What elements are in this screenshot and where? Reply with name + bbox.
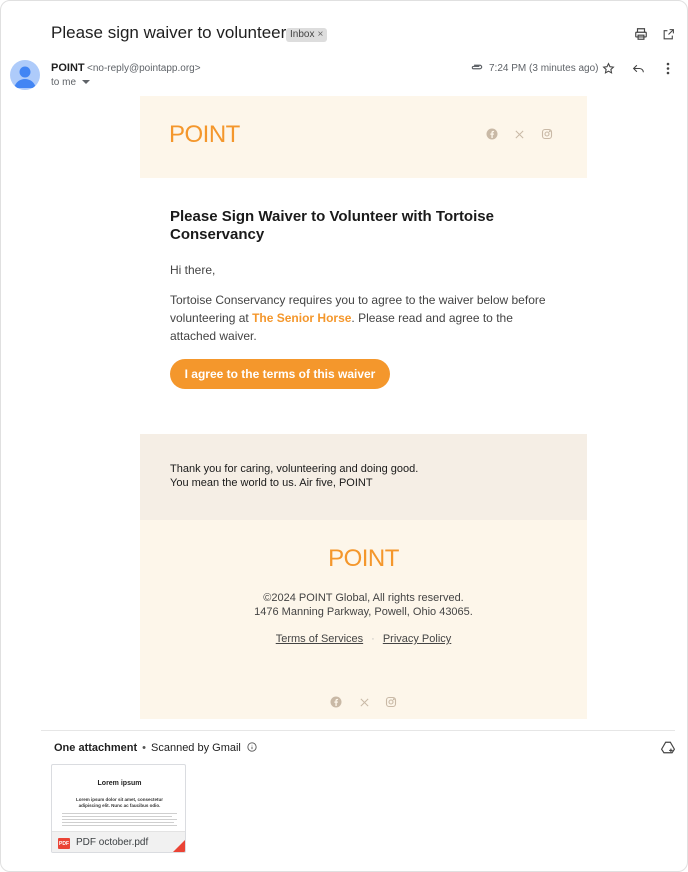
attachment-filename: PDF october.pdf <box>76 837 149 848</box>
point-logo: POINT <box>169 121 240 148</box>
remove-label-icon[interactable]: × <box>317 29 324 40</box>
footer-logo: POINT <box>328 545 399 572</box>
facebook-icon <box>486 128 498 140</box>
instagram-icon <box>541 128 553 140</box>
more-options-button[interactable] <box>657 57 679 79</box>
info-icon[interactable] <box>247 742 257 752</box>
thanks-line-1: Thank you for caring, volunteering and doing good. <box>170 463 419 475</box>
inbox-label-text: Inbox <box>290 29 315 40</box>
link-separator: · <box>371 633 375 645</box>
attachments-header <box>54 742 257 754</box>
agree-waiver-button[interactable]: I agree to the terms of this waiver <box>170 359 390 389</box>
footer-links <box>140 633 587 645</box>
copyright-text: ©2024 POINT Global, All rights reserved. <box>263 592 464 604</box>
preview-text-line <box>62 816 172 817</box>
email-main-section <box>140 178 587 434</box>
attachment-separator: • <box>142 742 146 754</box>
footer-copyright <box>140 591 587 619</box>
sender-email: <no-reply@pointapp.org> <box>87 63 201 74</box>
printer-icon <box>634 27 648 41</box>
preview-text-line <box>62 825 177 826</box>
sender-avatar[interactable] <box>10 60 40 90</box>
inbox-label-chip[interactable] <box>286 28 327 42</box>
instagram-link[interactable] <box>540 127 554 141</box>
add-to-drive-icon <box>661 741 675 754</box>
thanks-message <box>170 462 418 490</box>
attachments-divider <box>41 730 675 731</box>
pdf-corner-fold-icon <box>171 838 186 853</box>
star-icon <box>602 62 615 75</box>
instagram-icon <box>385 696 397 708</box>
preview-text-line <box>62 822 174 823</box>
attachment-footer <box>52 831 186 853</box>
x-link[interactable] <box>512 127 526 141</box>
reply-icon <box>632 62 645 75</box>
preview-text-line <box>62 819 177 820</box>
body-text-before-link: Tortoise Conservancy requires you to agree to the waiver below before volunteering at <box>170 293 546 325</box>
star-button[interactable] <box>597 57 619 79</box>
facebook-icon <box>330 696 342 708</box>
thanks-line-2: You mean the world to us. Air five, POINT <box>170 477 373 489</box>
add-to-drive-button[interactable] <box>657 736 679 758</box>
facebook-link[interactable] <box>485 127 499 141</box>
print-button[interactable] <box>630 23 652 45</box>
email-content <box>140 96 587 719</box>
pdf-file-icon: PDF <box>58 838 70 849</box>
thanks-section <box>140 434 587 520</box>
footer-x-link[interactable] <box>357 695 371 709</box>
scan-status: Scanned by Gmail <box>151 742 241 754</box>
open-in-new-icon <box>662 28 675 41</box>
attachment-count: One attachment <box>54 742 138 754</box>
person-icon <box>10 60 40 90</box>
x-icon <box>514 129 525 140</box>
body-text-after-link: . Please read and agree to the attached waiver. <box>170 311 513 343</box>
reply-button[interactable] <box>627 57 649 79</box>
more-vert-icon <box>666 62 670 75</box>
recipient-text: to me <box>51 77 77 88</box>
paperclip-icon <box>470 60 484 74</box>
preview-text-line <box>62 813 177 814</box>
email-heading: Please Sign Waiver to Volunteer with Tortoise Conservancy <box>170 208 494 243</box>
sender-name[interactable]: POINT <box>51 62 85 74</box>
email-footer <box>140 520 587 719</box>
open-in-new-window-button[interactable] <box>657 23 679 45</box>
email-subject: Please sign waiver to volunteer <box>51 23 287 42</box>
attachment-preview-subtitle: Lorem ipsum dolor sit amet, consectetur adipiscing elit. Nunc ac faucibus odio. <box>75 797 164 808</box>
body-paragraph <box>170 291 560 345</box>
organization-link[interactable]: The Senior Horse <box>252 311 352 325</box>
recipient-toggle[interactable] <box>51 77 90 88</box>
chevron-down-icon <box>82 79 90 85</box>
email-banner <box>140 96 587 178</box>
address-text: 1476 Manning Parkway, Powell, Ohio 43065. <box>254 606 473 618</box>
greeting-text: Hi there, <box>170 263 216 277</box>
terms-of-service-link[interactable]: Terms of Services <box>275 633 364 645</box>
footer-instagram-link[interactable] <box>384 695 398 709</box>
x-icon <box>359 697 370 708</box>
attachment-preview-title: Lorem ipsum <box>97 780 142 787</box>
privacy-policy-link[interactable]: Privacy Policy <box>382 633 452 645</box>
attachment-card[interactable] <box>51 764 186 853</box>
received-time: 7:24 PM (3 minutes ago) <box>489 63 599 74</box>
footer-facebook-link[interactable] <box>329 695 343 709</box>
